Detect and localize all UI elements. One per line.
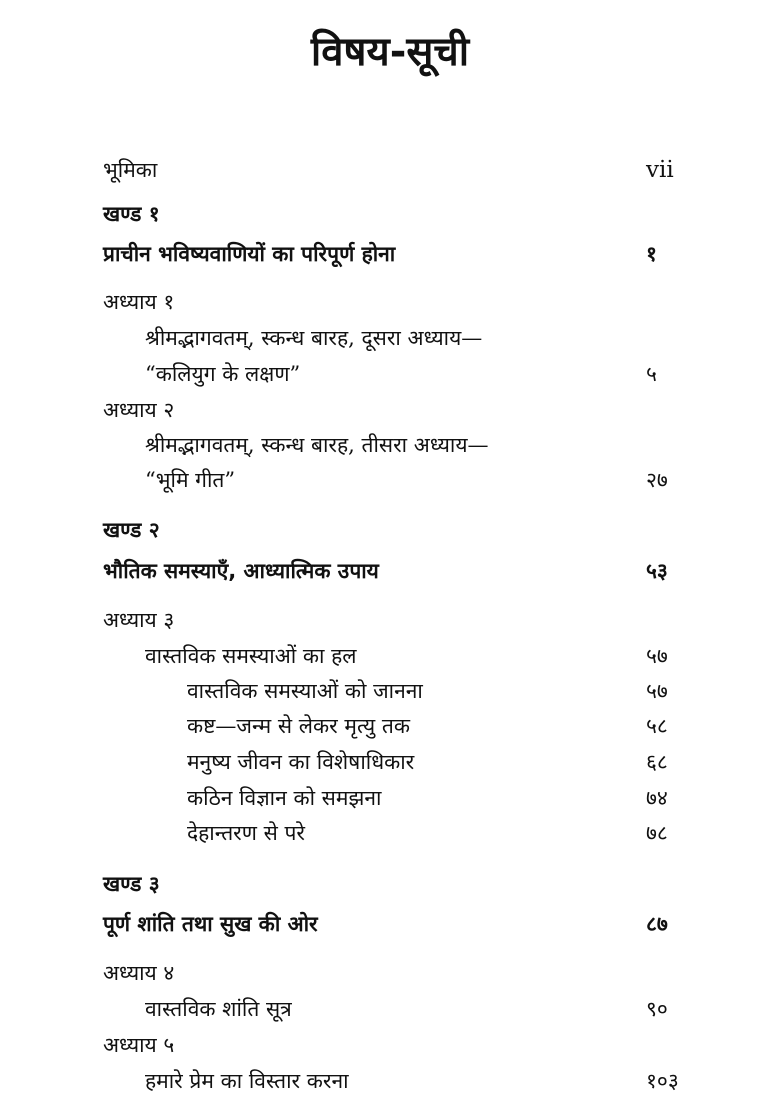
toc-chapter-title	[0, 1063, 780, 1099]
toc-chapter-title	[0, 427, 780, 463]
toc-page-number: ५	[646, 362, 657, 386]
toc-entry-label: खण्ड २	[103, 518, 160, 542]
toc-chapter-title	[0, 638, 780, 674]
toc-entry-label: वास्तविक समस्याओं का हल	[145, 644, 357, 668]
toc-entry-label: भूमिका	[103, 158, 158, 182]
toc-part-heading	[0, 196, 780, 232]
toc-entry-label: खण्ड १	[103, 202, 160, 226]
toc-entry-label: श्रीमद्भागवतम्, स्कन्ध बारह, तीसरा अध्याय—	[145, 433, 489, 457]
toc-entry-label: प्राचीन भविष्यवाणियों का परिपूर्ण होना	[103, 242, 396, 266]
toc-page-number: ५३	[646, 559, 668, 583]
toc-part-title	[0, 553, 780, 589]
toc-entry-label: खण्ड ३	[103, 872, 160, 896]
toc-page-number: ८७	[646, 912, 668, 936]
toc-entry-label: पूर्ण शांति तथा सुख की ओर	[103, 912, 318, 936]
toc-entry-label: भौतिक समस्याएँ, आध्यात्मिक उपाय	[103, 559, 379, 583]
toc-section	[0, 815, 780, 851]
toc-page-number: २७	[646, 468, 668, 492]
toc-entry-label: अध्याय ५	[103, 1033, 175, 1057]
toc-part-heading	[0, 512, 780, 548]
toc-page-number: vii	[646, 157, 674, 183]
toc-chapter-title	[0, 991, 780, 1027]
toc-entry-label: हमारे प्रेम का विस्तार करना	[145, 1069, 349, 1093]
toc-chapter-title-cont	[0, 462, 780, 498]
toc-section	[0, 744, 780, 780]
toc-section	[0, 673, 780, 709]
toc-page-number: १०३	[646, 1069, 679, 1093]
toc-chapter-title-cont	[0, 356, 780, 392]
toc-page-number: १	[646, 242, 657, 266]
toc-entry-label: कष्ट—जन्म से लेकर मृत्यु तक	[187, 714, 410, 738]
toc-entry-label: “कलियुग के लक्षण”	[145, 362, 301, 386]
toc-page-number: ७४	[646, 786, 668, 810]
toc-chapter-title	[0, 320, 780, 356]
toc-chapter-heading	[0, 955, 780, 991]
toc-entry-label: अध्याय ४	[103, 961, 175, 985]
toc-entry-label: अध्याय १	[103, 290, 175, 314]
toc-chapter-heading	[0, 392, 780, 428]
page-title: विषय-सूची	[310, 29, 470, 75]
toc-page-number: ७८	[646, 821, 668, 845]
toc-page-number: ५७	[646, 644, 668, 668]
toc-entry-label: अध्याय २	[103, 398, 175, 422]
toc-section	[0, 708, 780, 744]
toc-entry-label: अध्याय ३	[103, 608, 175, 632]
toc-page-number: ६८	[646, 750, 668, 774]
toc-part-heading	[0, 866, 780, 902]
toc-entry-preface	[0, 152, 780, 188]
toc-entry-label: श्रीमद्भागवतम्, स्कन्ध बारह, दूसरा अध्याय—	[145, 326, 483, 350]
toc-entry-label: कठिन विज्ञान को समझना	[187, 786, 382, 810]
toc-entry-label: मनुष्य जीवन का विशेषाधिकार	[187, 750, 415, 774]
toc-part-title	[0, 236, 780, 272]
toc-page-number: ५८	[646, 714, 668, 738]
toc-chapter-heading	[0, 602, 780, 638]
toc-page-number: ९०	[646, 997, 668, 1021]
toc-section	[0, 780, 780, 816]
toc-entry-label: देहान्तरण से परे	[187, 821, 306, 845]
toc-entry-label: वास्तविक समस्याओं को जानना	[187, 679, 423, 703]
toc-part-title	[0, 906, 780, 942]
toc-chapter-heading	[0, 284, 780, 320]
toc-entry-label: “भूमि गीत”	[145, 468, 236, 492]
toc-entry-label: वास्तविक शांति सूत्र	[145, 997, 292, 1021]
toc-chapter-heading	[0, 1027, 780, 1063]
toc-page-number: ५७	[646, 679, 668, 703]
